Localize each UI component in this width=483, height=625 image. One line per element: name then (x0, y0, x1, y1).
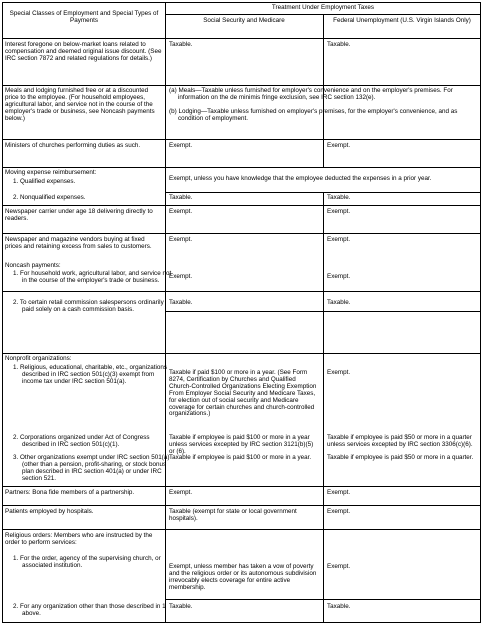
cell-noncash-household-social-security: Exempt. (169, 273, 193, 280)
row-label-religious-orders: Religious orders: Members who are instructed by the order to perform services: (5, 532, 153, 546)
header-bottom-rule (2, 38, 481, 39)
row-label-moving-nonqualified: 2. Nonqualified expenses. (13, 194, 86, 201)
cell-religious-other-social-security: Taxable. (169, 603, 193, 610)
cell-moving-nonqualified-social-security: Taxable. (169, 194, 193, 201)
cell-nonprofit-religious-social-security: Taxable if paid $100 or more in a year. (See Form 8274, Certification by Churches and Qualified Church-Controlled Organizations Electing Exemption From Employer Social Security and Medicare Taxes, for election out of social security and Medicare coverage for certain churches and church-controlled organizations.) (169, 369, 317, 418)
row-label-nonprofit-religious: 1. Religious, educational, charitable, etc., organizations described in IRC section 501(c)(3) exempt from income tax under IRC section 501(a). (13, 364, 168, 385)
row-label-patients: Patients employed by hospitals. (5, 508, 94, 515)
cell-partners-federal-unemployment: Exempt. (327, 489, 351, 496)
column-group-header: Treatment Under Employment Taxes (271, 4, 375, 11)
row-label-religious-other-organization: 2. For any organization other than those described in 1 above. (13, 603, 166, 617)
column-header-federal-unemployment: Federal Unemployment (U.S. Virgin Islands Only) (333, 17, 471, 24)
row-rule (2, 505, 481, 506)
cell-noncash-retail-social-security: Taxable. (169, 299, 193, 306)
employment-tax-table (2, 2, 481, 623)
row-label-noncash-retail: 2. To certain retail commission salespersons ordinarily paid solely on a cash commission basis. (13, 299, 164, 313)
cell-noncash-household-federal-unemployment: Exempt. (327, 273, 351, 280)
row-label-noncash-household: 1. For household work, agricultural labor, and service not in the course of the employer's trade or business. (13, 270, 172, 284)
row-label-nonprofit: Nonprofit organizations: (5, 355, 72, 362)
cell-nonprofit-other-social-security: Taxable if employee is paid $100 or more in a year. (169, 454, 312, 461)
cell-partners-social-security: Exempt. (169, 489, 193, 496)
row-label-moving: Moving expense reimbursement: (5, 169, 97, 176)
column-header-social-security: Social Security and Medicare (203, 17, 285, 24)
row-rule (2, 233, 481, 234)
cell-meals-treatment-b: (b) Lodging—Taxable unless furnished on employer's premises, for the employer's convenience, and as condition of employment. (169, 108, 458, 122)
cell-noncash-retail-federal-unemployment: Taxable. (327, 299, 351, 306)
cell-nonprofit-religious-federal-unemployment: Exempt. (327, 369, 351, 376)
row-label-nonprofit-corporations: 2. Corporations organized under Act of Congress described in IRC section 501(c)(1). (13, 434, 150, 448)
row-label-newspaper-carrier: Newspaper carrier under age 18 delivering directly to readers. (5, 208, 153, 222)
row-label-moving-qualified: 1. Qualified expenses. (13, 178, 76, 185)
row-rule (2, 291, 481, 292)
row-rule (165, 192, 481, 193)
row-label-ministers: Ministers of churches performing duties as such. (5, 142, 141, 149)
row-label-meals: Meals and lodging furnished free or at a discounted price to the employee. (For household employees, agricultural labor, and service not in the course of the employer's trade or business, see Noncash payments below.) (5, 87, 155, 122)
column-header-class: Special Classes of Employment and Special Types of Payments (9, 10, 159, 24)
cell-ministers-federal-unemployment: Exempt. (327, 142, 351, 149)
cell-interest-federal-unemployment: Taxable. (327, 41, 351, 48)
cell-newspaper-vendors-federal-unemployment: Exempt. (327, 236, 351, 243)
row-rule (2, 139, 481, 140)
row-rule (2, 353, 481, 354)
cell-interest-social-security: Taxable. (169, 41, 193, 48)
cell-newspaper-vendors-social-security: Exempt. (169, 236, 193, 243)
row-label-religious-order-service: 1. For the order, agency of the supervising church, or associated institution. (13, 555, 161, 569)
cell-newspaper-carrier-federal-unemployment: Exempt. (327, 208, 351, 215)
row-label-interest: Interest foregone on below-market loans related to compensation and deemed original issue discount. (See IRC section 7872 and related regulations for details.) (5, 41, 162, 62)
cell-religious-order-federal-unemployment: Exempt. (327, 563, 351, 570)
row-rule (2, 205, 481, 206)
row-rule (165, 599, 481, 600)
row-label-partners: Partners: Bona fide members of a partnership. (5, 489, 135, 496)
cell-nonprofit-corporations-federal-unemployment: Taxable if employee is paid $50 or more in a quarter unless services excepted by IRC section 3306(c)(6). (327, 434, 473, 448)
row-rule (2, 529, 481, 530)
cell-patients-social-security: Taxable (exempt for state or local government hospitals). (169, 508, 297, 522)
row-rule (165, 311, 481, 312)
cell-ministers-social-security: Exempt. (169, 142, 193, 149)
cell-nonprofit-corporations-social-security: Taxable if employee is paid $100 or more in a year unless services excepted by IRC section 3121(b)(5) or (6). (169, 434, 314, 455)
row-rule (2, 486, 481, 487)
row-rule (2, 85, 481, 86)
cell-moving-qualified-treatment: Exempt, unless you have knowledge that the employee deducted the expenses in a prior year. (169, 175, 432, 182)
cell-moving-nonqualified-federal-unemployment: Taxable. (327, 194, 351, 201)
row-label-newspaper-vendors: Newspaper and magazine vendors buying at fixed prices and retaining excess from sales to customers. (5, 236, 152, 250)
cell-religious-order-social-security: Exempt, unless member has taken a vow of poverty and the religious order or its autonomous subdivision irrevocably elects coverage for entire active membership. (169, 563, 317, 591)
cell-religious-other-federal-unemployment: Taxable. (327, 603, 351, 610)
header-rule (165, 14, 481, 15)
row-label-nonprofit-other: 3. Other organizations exempt under IRC section 501(a) (other than a pension, profit-sharing, or stock bonus plan described in IRC section 401(a) or under IRC section 521. (13, 454, 170, 482)
cell-meals-treatment-a: (a) Meals—Taxable unless furnished for employer's convenience and on the employer's premises. For information on the de minimis fringe exclusion, see IRC section 132(e). (169, 87, 453, 101)
column-divider (323, 192, 324, 623)
row-label-noncash: Noncash payments: (5, 262, 61, 269)
cell-newspaper-carrier-social-security: Exempt. (169, 208, 193, 215)
row-rule (2, 167, 481, 168)
cell-nonprofit-other-federal-unemployment: Taxable if employee is paid $50 or more in a quarter. (327, 454, 474, 461)
cell-patients-federal-unemployment: Exempt. (327, 508, 351, 515)
